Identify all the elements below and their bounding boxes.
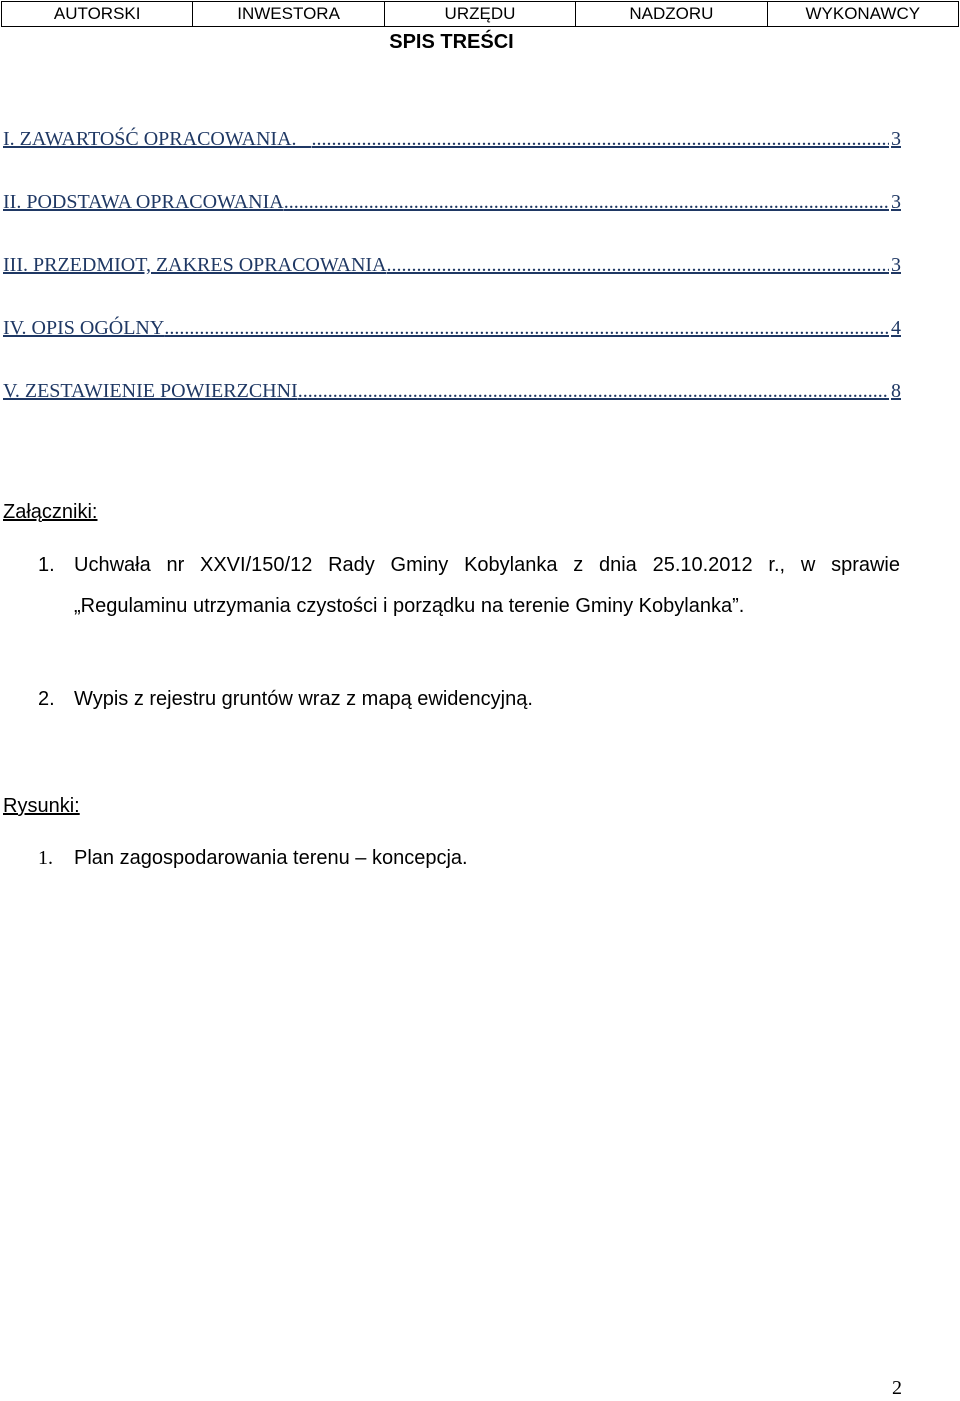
attachment-text: Uchwała nr XXVI/150/12 Rady Gminy Kobylanka z dnia 25.10.2012 r., w sprawie „Regulaminu utrzymania czystości i porządku na terenie Gminy Kobylanka”.: [74, 554, 900, 617]
header-cell-autorski: AUTORSKI: [2, 2, 193, 27]
toc-entry-zestawienie[interactable]: [3, 380, 901, 443]
toc-entry-opis[interactable]: [3, 317, 901, 380]
toc-entry-zawartosc[interactable]: [3, 128, 901, 191]
toc-dot-leader: [164, 317, 889, 340]
header-cell-nadzoru: NADZORU: [576, 2, 767, 27]
page-number: 2: [892, 1377, 902, 1399]
toc-entry-page: 3: [891, 128, 901, 150]
figure-item: [38, 838, 900, 879]
attachment-text: Wypis z rejestru gruntów wraz z mapą ewidencyjną.: [74, 688, 533, 710]
toc-link[interactable]: [3, 128, 901, 151]
toc-link[interactable]: [3, 380, 901, 403]
toc-dot-leader: [312, 128, 889, 151]
toc-dot-leader: [284, 191, 889, 214]
toc-entry-przedmiot[interactable]: [3, 254, 901, 317]
list-number: 1.: [38, 847, 53, 869]
toc-entry-page: 3: [891, 191, 901, 213]
table-of-contents: [3, 128, 901, 443]
toc-entry-page: 4: [891, 317, 901, 339]
attachment-item: [38, 545, 900, 627]
header-cell-inwestora: INWESTORA: [193, 2, 384, 27]
attachments-heading: Załączniki:: [3, 501, 98, 523]
document-header-table: [1, 1, 959, 27]
attachment-item: [38, 679, 900, 720]
toc-dot-leader: [298, 380, 889, 403]
toc-link[interactable]: [3, 191, 901, 214]
toc-link[interactable]: [3, 317, 901, 340]
figures-heading: Rysunki:: [3, 795, 80, 817]
header-cell-wykonawcy: WYKONAWCY: [767, 2, 958, 27]
figure-text: Plan zagospodarowania terenu – koncepcja.: [74, 847, 468, 869]
toc-entry-label: IV. OPIS OGÓLNY: [3, 317, 165, 339]
toc-entry-page: 8: [891, 380, 901, 402]
toc-entry-label: II. PODSTAWA OPRACOWANIA: [3, 191, 284, 213]
toc-entry-label: V. ZESTAWIENIE POWIERZCHNI: [3, 380, 298, 402]
toc-entry-label: III. PRZEDMIOT, ZAKRES OPRACOWANIA: [3, 254, 387, 276]
list-number: 1.: [38, 554, 55, 576]
toc-entry-label: I. ZAWARTOŚĆ OPRACOWANIA.: [3, 128, 312, 150]
page-title: SPIS TREŚCI: [389, 31, 514, 53]
list-number: 2.: [38, 688, 55, 710]
toc-dot-leader: [387, 254, 889, 277]
header-cell-urzedu: URZĘDU: [384, 2, 575, 27]
toc-entry-page: 3: [891, 254, 901, 276]
toc-link[interactable]: [3, 254, 901, 277]
toc-entry-podstawa[interactable]: [3, 191, 901, 254]
